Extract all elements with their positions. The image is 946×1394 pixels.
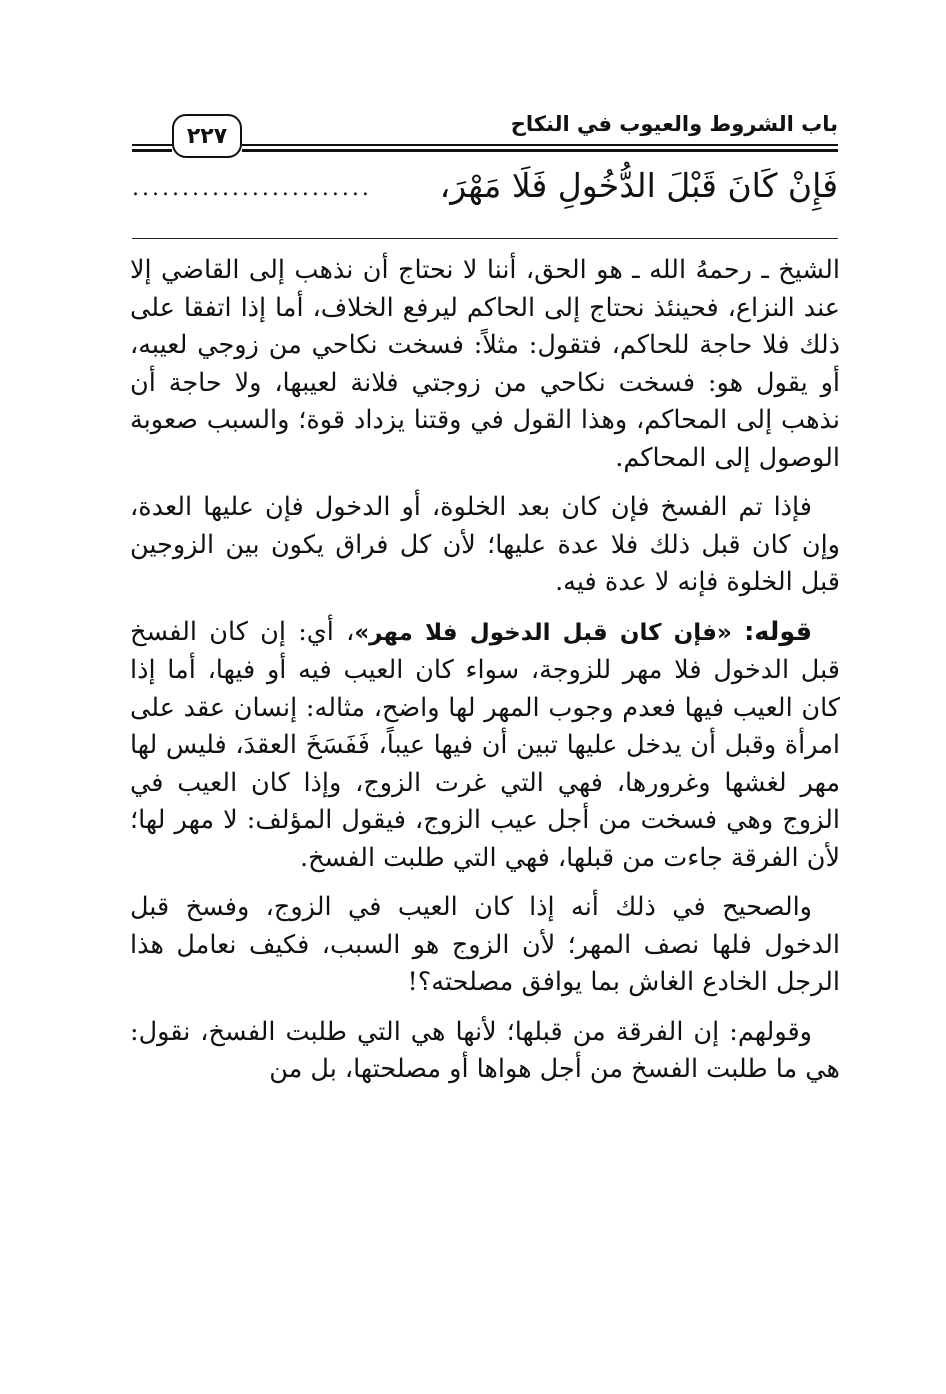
- commentary-body: [130, 252, 840, 1101]
- page-number: ٢٢٧: [172, 114, 242, 158]
- paragraph: والصحيح في ذلك أنه إذا كان العيب في الزوج، وفسخ قبل الدخول فلها نصف المهر؛ لأن الزوج هو السبب، فكيف نعامل هذا الرجل الخادع الغاش بما يوافق مصلحته؟!: [130, 892, 840, 997]
- paragraph: فإذا تم الفسخ فإن كان بعد الخلوة، أو الدخول فإن عليها العدة، وإن كان قبل ذلك فلا عدة عليها؛ لأن كل فراق يكون بين الزوجين قبل الخلوة فإنه لا عدة فيه.: [130, 492, 840, 597]
- paragraph-text: ، أي: إن كان الفسخ قبل الدخول فلا مهر للزوجة، سواء كان العيب فيه أو فيها، أما إذا كان العيب فيها فعدم وجوب المهر لها واضح، مثاله: إنسان عقد على امرأة وقبل أن يدخل عليها تبين أن فيها عيباً، فَفَسَخَ العقدَ، فليس لها مهر لغشها وغرورها، فهي التي غرت الزوج، وإذا كان العيب في الزوج وهي فسخت من أجل عيب الزوج، فيقول المؤلف: لا مهر لها؛ لأن الفرقة جاءت من قبلها، فهي التي طلبت الفسخ.: [130, 616, 840, 873]
- header-rule: [242, 144, 838, 146]
- matn-line: [132, 166, 838, 226]
- quoted-matn: «فإن كان قبل الدخول فلا مهر»: [354, 619, 732, 646]
- section-divider: [132, 238, 838, 239]
- paragraph: وقولهم: إن الفرقة من قبلها؛ لأنها هي التي طلبت الفسخ، نقول: هي ما طلبت الفسخ من أجل هواها أو مصلحتها، بل من: [130, 1016, 840, 1084]
- chapter-title: باب الشروط والعيوب في النكاح: [510, 112, 838, 136]
- quote-keyword: قوله:: [744, 616, 813, 647]
- matn-dots: ........................: [132, 176, 372, 201]
- paragraph: الشيخ ـ رحمهُ الله ـ هو الحق، أننا لا نحتاج أن نذهب إلى القاضي إلا عند النزاع، فحينئذ نحتاج إلى الحاكم ليرفع الخلاف، أما إذا اتفقا على ذلك فلا حاجة للحاكم، فتقول: مثلاً: فسخت نكاحي من زوجي لعيبه، أو يقول هو: فسخت نكاحي من زوجتي فلانة لعيبها، ولا حاجة أن نذهب إلى المحاكم، وهذا القول في وقتنا يزداد قوة؛ والسبب صعوبة الوصول إلى المحاكم.: [130, 255, 841, 473]
- paragraph: [130, 614, 840, 878]
- header-rule: [132, 149, 172, 152]
- header-rule: [242, 149, 838, 152]
- matn-text: فَإِنْ كَانَ قَبْلَ الدُّخُولِ فَلَا مَهْرَ،: [439, 166, 838, 205]
- header-rule: [132, 144, 172, 146]
- running-header: [132, 108, 838, 160]
